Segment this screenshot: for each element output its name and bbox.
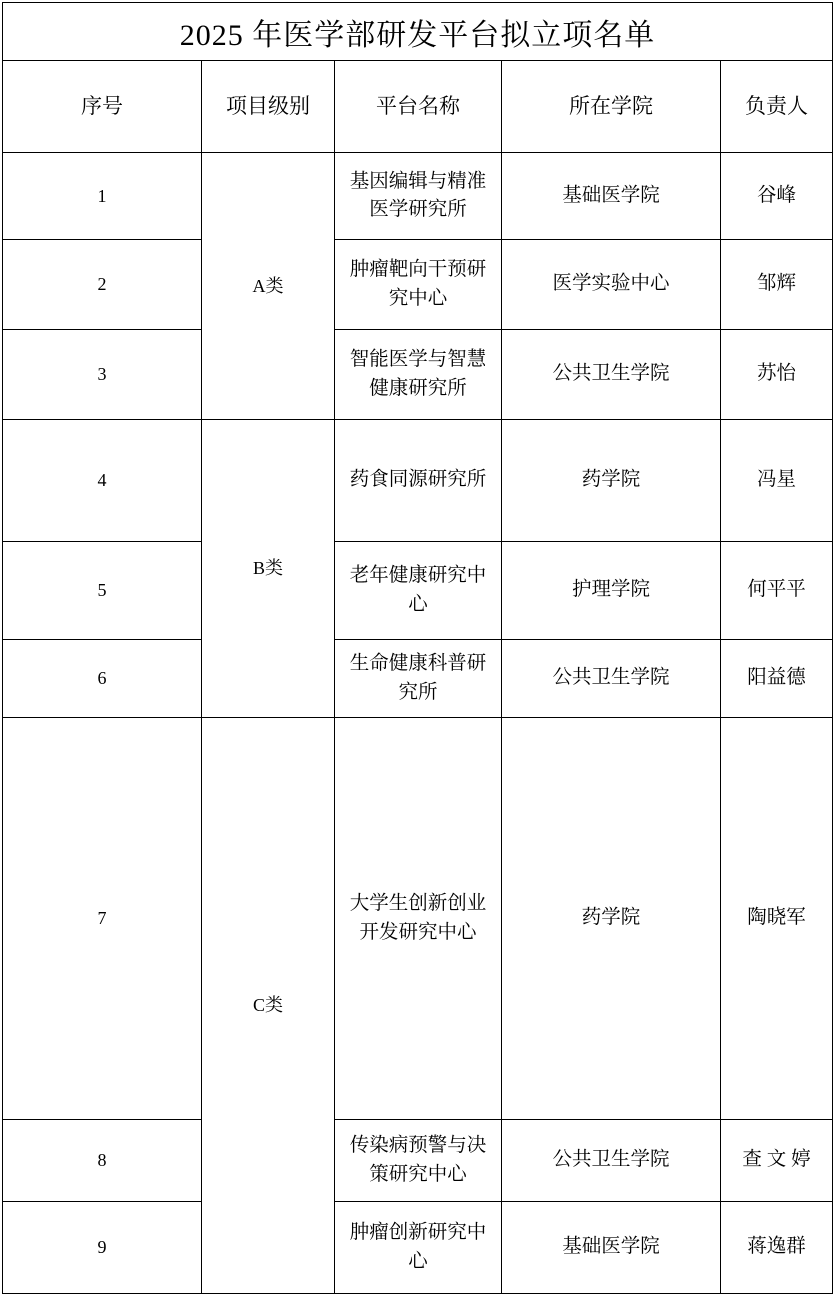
- cell-college: 药学院: [502, 420, 721, 542]
- cell-platform: 智能医学与智慧健康研究所: [335, 330, 502, 420]
- cell-index: 6: [3, 640, 202, 718]
- cell-college: 公共卫生学院: [502, 640, 721, 718]
- table-row: [3, 240, 833, 330]
- cell-index: 8: [3, 1120, 202, 1202]
- cell-platform: 生命健康科普研究所: [335, 640, 502, 718]
- table-header-row: [3, 61, 833, 153]
- cell-platform: 老年健康研究中心: [335, 542, 502, 640]
- cell-college: 基础医学院: [502, 153, 721, 240]
- column-header-category: 项目级别: [202, 61, 335, 153]
- cell-leader: 何平平: [721, 542, 833, 640]
- column-header-platform: 平台名称: [335, 61, 502, 153]
- title-row: [3, 3, 833, 61]
- document-page: [0, 2, 834, 1302]
- cell-college: 公共卫生学院: [502, 330, 721, 420]
- cell-platform: 传染病预警与决策研究中心: [335, 1120, 502, 1202]
- cell-index: 2: [3, 240, 202, 330]
- table-row: [3, 330, 833, 420]
- cell-index: 4: [3, 420, 202, 542]
- table-row: [3, 718, 833, 1120]
- cell-college: 药学院: [502, 718, 721, 1120]
- cell-index: 5: [3, 542, 202, 640]
- cell-college: 护理学院: [502, 542, 721, 640]
- cell-category: C类: [202, 718, 335, 1294]
- table-row: [3, 542, 833, 640]
- column-header-index: 序号: [3, 61, 202, 153]
- table-row: [3, 1120, 833, 1202]
- column-header-college: 所在学院: [502, 61, 721, 153]
- cell-college: 基础医学院: [502, 1202, 721, 1294]
- cell-leader: 陶晓军: [721, 718, 833, 1120]
- cell-platform: 大学生创新创业开发研究中心: [335, 718, 502, 1120]
- table-row: [3, 640, 833, 718]
- cell-college: 公共卫生学院: [502, 1120, 721, 1202]
- cell-platform: 基因编辑与精准医学研究所: [335, 153, 502, 240]
- cell-platform: 药食同源研究所: [335, 420, 502, 542]
- cell-leader: 邹辉: [721, 240, 833, 330]
- cell-leader: 阳益德: [721, 640, 833, 718]
- cell-leader: 蒋逸群: [721, 1202, 833, 1294]
- cell-leader: 冯星: [721, 420, 833, 542]
- cell-index: 1: [3, 153, 202, 240]
- cell-college: 医学实验中心: [502, 240, 721, 330]
- cell-platform: 肿瘤靶向干预研究中心: [335, 240, 502, 330]
- page-title: 2025 年医学部研发平台拟立项名单: [3, 3, 833, 61]
- project-list-table: [2, 2, 833, 1294]
- table-row: [3, 1202, 833, 1294]
- cell-category: A类: [202, 153, 335, 420]
- cell-index: 3: [3, 330, 202, 420]
- cell-leader: 苏怡: [721, 330, 833, 420]
- cell-platform: 肿瘤创新研究中心: [335, 1202, 502, 1294]
- column-header-leader: 负责人: [721, 61, 833, 153]
- cell-index: 9: [3, 1202, 202, 1294]
- cell-index: 7: [3, 718, 202, 1120]
- cell-leader: 查 文 婷: [721, 1120, 833, 1202]
- cell-category: B类: [202, 420, 335, 718]
- table-row: [3, 420, 833, 542]
- cell-leader: 谷峰: [721, 153, 833, 240]
- table-row: [3, 153, 833, 240]
